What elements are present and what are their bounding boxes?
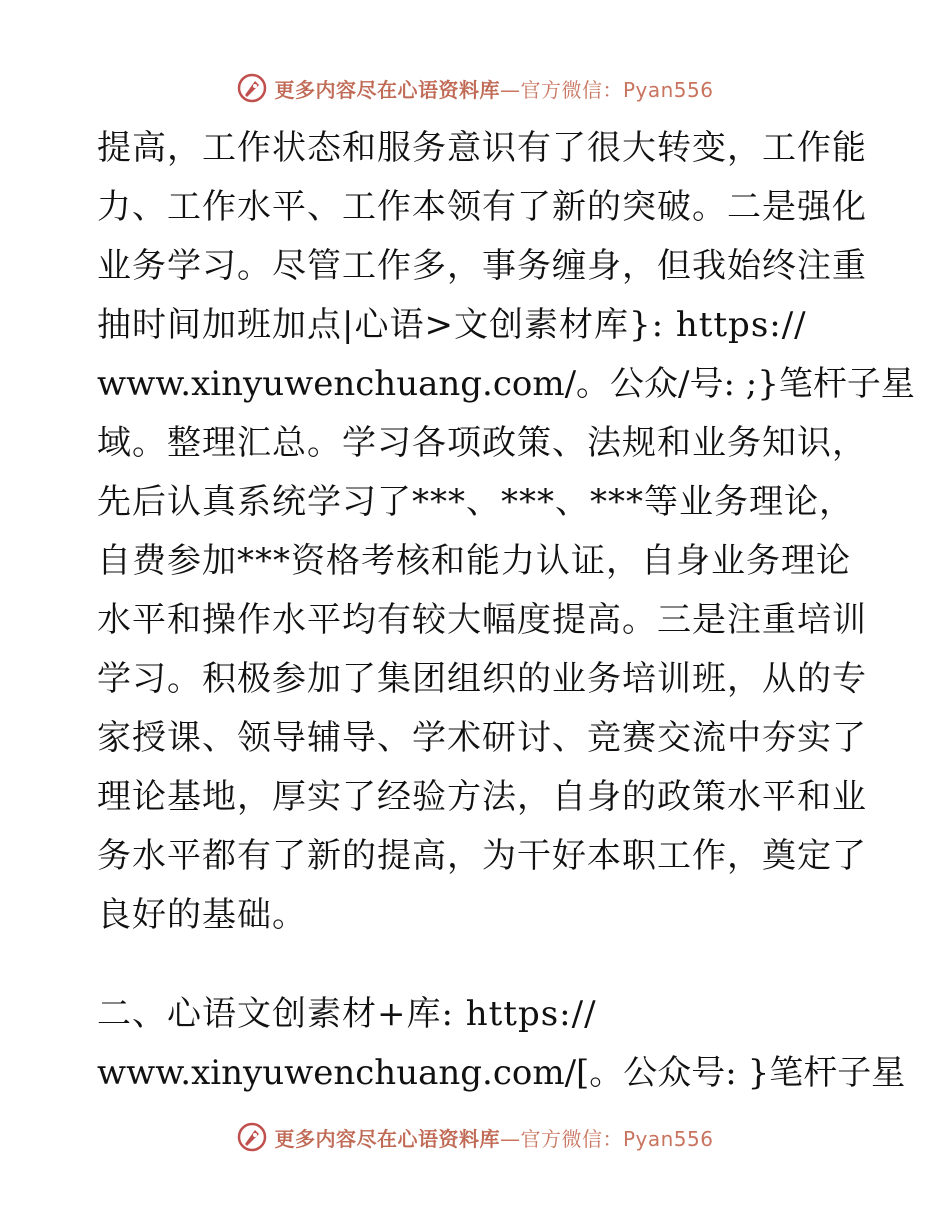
text-line: 家授课、领导辅导、学术研讨、竞赛交流中夯实了	[97, 718, 867, 758]
text-line: 力、工作水平、工作本领有了新的突破。二是强化	[97, 187, 867, 227]
header-watermark	[0, 72, 950, 104]
watermark-text: 更多内容尽在心语资料库—官方微信：Pyan556	[274, 77, 714, 102]
text-line: 务水平都有了新的提高，为干好本职工作，奠定了	[97, 836, 867, 876]
text-line: 提高，工作状态和服务意识有了很大转变，工作能	[97, 128, 867, 168]
paragraph-2	[97, 988, 906, 1106]
footer-watermark	[0, 1121, 950, 1153]
text-line: 水平和操作水平均有较大幅度提高。三是注重培训	[97, 600, 867, 640]
text-line: 域。整理汇总。学习各项政策、法规和业务知识，	[97, 423, 867, 463]
text-line: 良好的基础。	[97, 895, 307, 935]
pen-nib-logo-icon	[236, 1121, 268, 1153]
text-line: 抽时间加班加点|心语>文创素材库}: https://	[97, 305, 807, 345]
text-line: 业务学习。尽管工作多，事务缠身，但我始终注重	[97, 246, 867, 286]
text-line: www.xinyuwenchuang.com/。公众/号: ;}笔杆子星	[97, 364, 915, 404]
pen-nib-logo-icon	[236, 72, 268, 104]
section-heading-line: 二、心语文创素材+库: https://	[97, 994, 597, 1034]
text-line: 学习。积极参加了集团组织的业务培训班，从的专	[97, 659, 867, 699]
text-line: www.xinyuwenchuang.com/[。公众号: }笔杆子星	[97, 1053, 906, 1093]
paragraph-1	[97, 122, 915, 948]
text-line: 理论基地，厚实了经验方法，自身的政策水平和业	[97, 777, 867, 817]
text-line: 先后认真系统学习了***、***、***等业务理论，	[97, 482, 854, 522]
document-body	[97, 122, 915, 1106]
watermark-text: 更多内容尽在心语资料库—官方微信：Pyan556	[274, 1126, 714, 1151]
text-line: 自费参加***资格考核和能力认证，自身业务理论	[97, 541, 851, 581]
